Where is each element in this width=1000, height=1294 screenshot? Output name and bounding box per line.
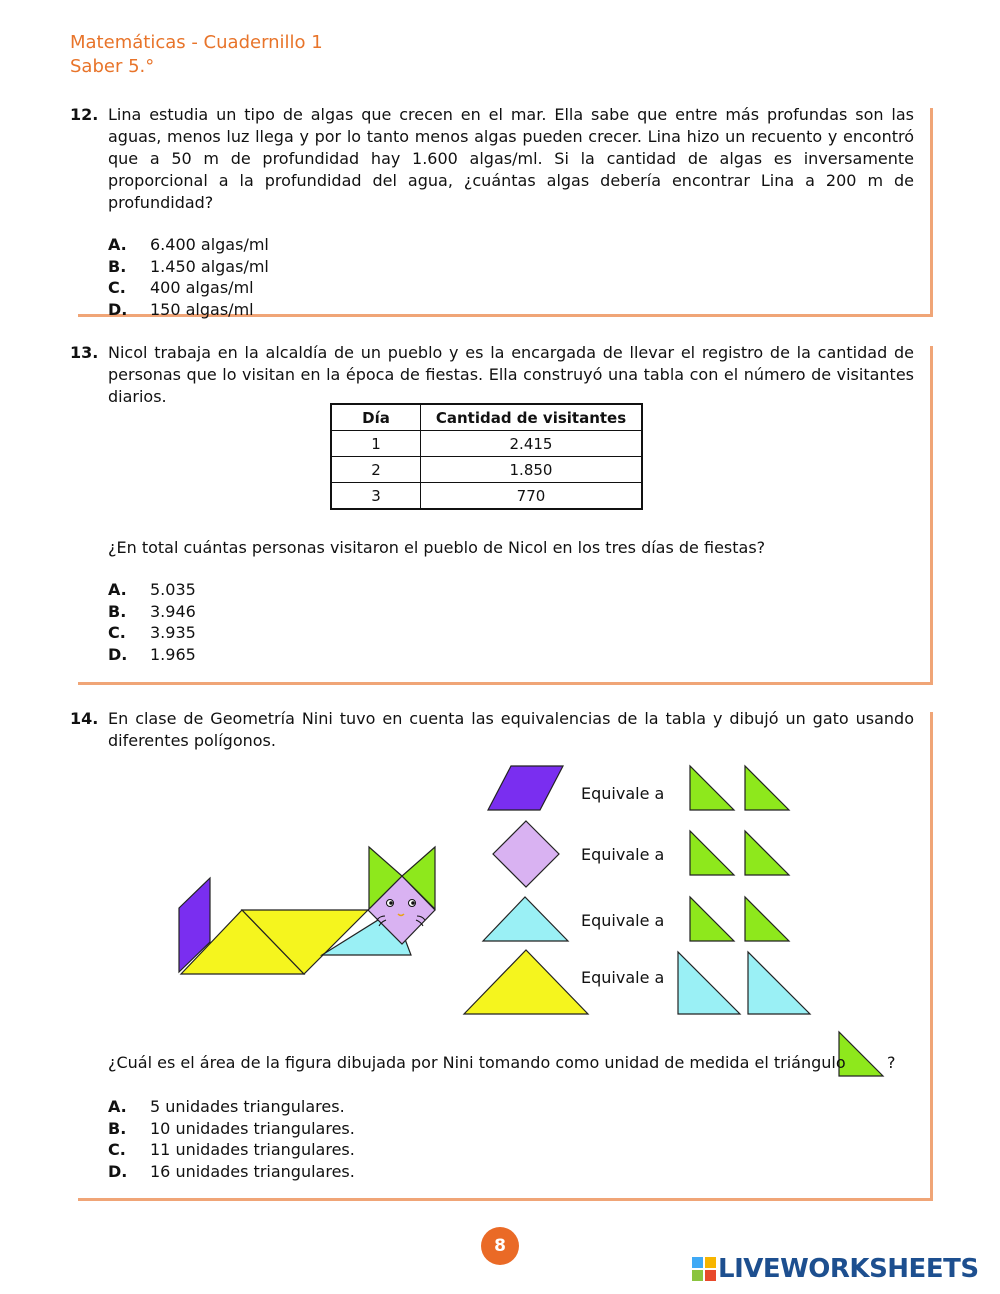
- page-number-badge: 8: [481, 1227, 519, 1265]
- small-green-triangle: [690, 897, 734, 941]
- medium-cyan-triangle: [748, 952, 810, 1014]
- small-green-triangle: [745, 766, 789, 810]
- option-text: 400 algas/ml: [150, 278, 254, 298]
- option-letter: C.: [108, 278, 126, 298]
- options-list: [108, 1096, 930, 1182]
- option-b[interactable]: [108, 1118, 930, 1140]
- option-text: 1.450 algas/ml: [150, 256, 269, 276]
- question-prompt: ¿En total cuántas personas visitaron el pueblo de Nicol en los tres días de fiestas?: [108, 538, 766, 557]
- equiv-label-1: Equivale a: [581, 784, 665, 803]
- table-header-visitors: Cantidad de visitantes: [421, 404, 643, 431]
- liveworksheets-logo-icon: [692, 1257, 716, 1281]
- question-number: 14.: [70, 709, 99, 728]
- option-text: 5.035: [150, 580, 196, 599]
- equiv-label-4: Equivale a: [581, 968, 665, 987]
- option-text: 150 algas/ml: [150, 299, 254, 319]
- question-end: ?: [887, 1053, 896, 1072]
- question-prompt: [108, 1052, 930, 1074]
- option-letter: C.: [108, 623, 126, 643]
- question-stem: Nicol trabaja en la alcaldía de un pueblo y es la encargada de llevar el registro de la cantidad de personas que lo visitan en la época de fiestas. Ella construyó una tabla con el número de visitantes diarios.: [108, 343, 914, 406]
- table-cell: 1.850: [421, 457, 643, 483]
- option-letter: B.: [108, 601, 127, 621]
- equiv-square: [493, 821, 559, 887]
- table-header-day: Día: [331, 404, 421, 431]
- medium-cyan-triangle: [678, 952, 740, 1014]
- question-stem: Lina estudia un tipo de algas que crecen en el mar. Ella sabe que entre más profundas son las aguas, menos luz llega y por lo tanto menos algas pueden crecer. Lina hizo un recuento y encontró que a 50 m de profundidad hay 1.600 algas/ml. Si la cantidad de algas es inversamente proporcional a la profundidad del agua, ¿cuántas algas debería encontrar Lina a 200 m de profundidad?: [108, 105, 914, 212]
- option-letter: D.: [108, 644, 128, 664]
- equiv-medium-triangle: [483, 897, 568, 941]
- small-green-triangle: [745, 897, 789, 941]
- brand-logo[interactable]: [692, 1254, 979, 1284]
- option-text: 3.935: [150, 623, 196, 643]
- option-text: 16 unidades triangulares.: [150, 1161, 355, 1181]
- option-text: 3.946: [150, 601, 196, 621]
- option-letter: A.: [108, 235, 127, 254]
- option-letter: C.: [108, 1140, 126, 1160]
- small-green-triangle: [745, 831, 789, 875]
- small-green-triangle: [690, 766, 734, 810]
- header-grade: Saber 5.°: [70, 56, 155, 77]
- option-letter: A.: [108, 1097, 127, 1116]
- equiv-label-3: Equivale a: [581, 911, 665, 930]
- table-cell: 770: [421, 483, 643, 510]
- table-cell: 2.415: [421, 431, 643, 457]
- brand-text: LIVEWORKSHEETS: [718, 1254, 979, 1284]
- header-title: Matemáticas - Cuadernillo 1: [70, 32, 323, 53]
- option-letter: D.: [108, 1161, 128, 1181]
- option-a[interactable]: [108, 1096, 930, 1118]
- table-cell: 3: [331, 483, 421, 510]
- question-text: ¿Cuál es el área de la figura dibujada por Nini tomando como unidad de medida el triángulo: [108, 1053, 846, 1072]
- option-text: 10 unidades triangulares.: [150, 1118, 355, 1138]
- equiv-label-2: Equivale a: [581, 845, 665, 864]
- table-cell: 1: [331, 431, 421, 457]
- option-letter: B.: [108, 256, 127, 276]
- small-green-triangle: [690, 831, 734, 875]
- option-letter: A.: [108, 580, 127, 599]
- option-letter: B.: [108, 1118, 127, 1138]
- equiv-parallelogram: [488, 766, 563, 810]
- option-d[interactable]: [108, 1161, 930, 1183]
- equiv-large-triangle: [464, 950, 588, 1014]
- option-text: 1.965: [150, 644, 196, 664]
- question-14-part2: [70, 1052, 930, 1182]
- question-number: 13.: [70, 343, 99, 362]
- question-number: 12.: [70, 105, 99, 124]
- option-c[interactable]: [108, 1139, 930, 1161]
- table-cell: 2: [331, 457, 421, 483]
- option-letter: D.: [108, 299, 128, 319]
- option-text: 11 unidades triangulares.: [150, 1140, 355, 1160]
- option-text: 5 unidades triangulares.: [150, 1097, 345, 1116]
- option-text: 6.400 algas/ml: [150, 235, 269, 254]
- question-stem: En clase de Geometría Nini tuvo en cuenta las equivalencias de la tabla y dibujó un gato usando diferentes polígonos.: [108, 709, 914, 750]
